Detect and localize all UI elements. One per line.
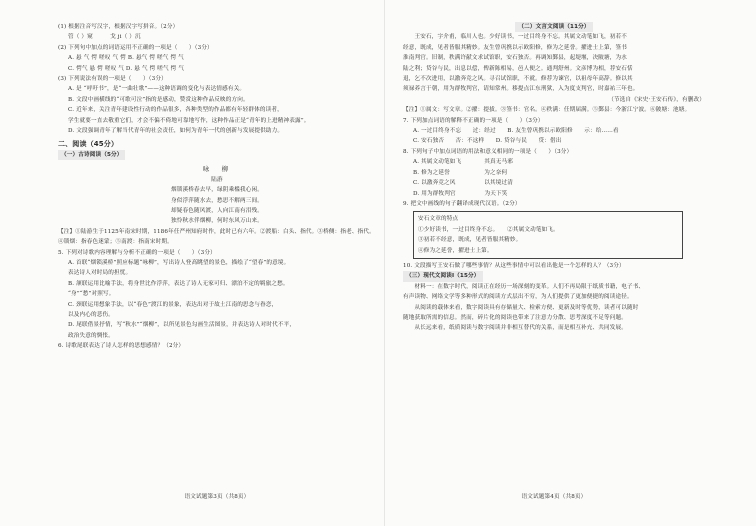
question-8: 8. 下列句子中加点词语的用法和意义相同的一项是（ ）（3分）: [403, 148, 573, 155]
option-line: “身”“愁”对照写。: [68, 291, 115, 298]
text-line: (1) 根据注音写汉字，根据汉字写拼音。（2分）: [58, 24, 179, 30]
left-page: [58, 22, 376, 502]
option-line: A. 其属文动笔如飞 其真无马邪: [413, 159, 513, 166]
option-line: C. 愕气 悬 愕 嗟叹 气 D. 悬 气 愕 嗟气 愕 气: [68, 65, 185, 72]
box-line: ④修为之延誉，擢进士上第。: [418, 247, 493, 254]
passage-line: 须禄养言于朝，用为群牧判官，请知常州。移提点江东刑狱，入为度支判官，时嘉祐三年也。: [403, 86, 639, 93]
box-line: ③初若不经意，既成，见者皆服其精妙。: [418, 237, 522, 244]
material-line: 从长远来看，纸质阅读与数字阅读并非相互替代的关系，而是相互补充、共同发展。: [403, 325, 628, 332]
page-footer: 语文试题第3页（共8页）: [184, 493, 250, 500]
option-line: A. 一过目终身不忘 过：经过 B. 友生曾巩携以示欧阳修 示：给……看: [413, 128, 619, 135]
question-3: (3) 下列说法有误的一项是（ ）（3分）: [58, 76, 167, 83]
passage-line: 经意，既成，见者皆服其精妙。友生曾巩携以示欧阳修，修为之延誉。擢进士上第，签书: [403, 44, 628, 51]
option-line: 以及内心的悲伤。: [68, 311, 114, 318]
poem-line: 身似浮萍随水去，愁思不解两三间。: [171, 197, 263, 204]
passage-line: 退，乞不次进用，以激奔竞之风。寻召试馆职，不就。修荐为谏官，以祖母年高辞。修以其: [403, 76, 633, 83]
option-line: 政治失意的惆怅。: [68, 332, 114, 339]
box-title: 安石文章的特点: [418, 216, 459, 223]
option-line: C. 近年来，关注青年建设性行动的作品很多，各种类型的作品都有年轻群体的读者，: [68, 107, 283, 114]
page-divider: [384, 0, 385, 526]
option-line: C. 以激奔竞之风 以其境过清: [413, 180, 513, 187]
text-line: 管（ ）窥 戈 ji（ ）沉: [68, 34, 141, 41]
option-line: C. 颈联运用想象手法，以“春色”渡江的景象，表达出对于故土江南的思念与眷恋，: [68, 301, 278, 308]
poem-title: 咏 柳: [202, 165, 232, 174]
question-7: 7. 下列加点词语的解释不正确的一项是（ ）（3分）: [403, 117, 544, 124]
passage-source: （节选自《宋史·王安石传》，有删改）: [599, 96, 705, 103]
page-footer: 语文试题第4页（共8页）: [521, 493, 587, 500]
answer-box: [413, 211, 683, 259]
box-line: ①少好读书，一过目终身不忘。 ②其属文动笔如飞。: [418, 226, 559, 233]
subsection-title: （二）文言文阅读（11分）: [515, 22, 592, 32]
passage-line: 淮南判官。旧制，秩满许献文求试馆职，安石独否。再调知鄞县，起堤堰，决陂塘，为水: [403, 55, 628, 62]
option-line: D. 文段强调青年了解当代青年的社会责任，如何为青年一代的创新与发展提供助力。: [68, 128, 284, 135]
material-line: 有声读物、网络文学等多种形式的阅读方式层出不穷，为人们提供了更加便捷的阅读途径。: [403, 294, 633, 301]
right-page: [403, 22, 705, 502]
question-6: 6. 诗歌尾联表达了诗人怎样的思想感情？（2分）: [58, 343, 185, 350]
passage-line: 王安石，字介甫，临川人也。少好读书，一过目终身不忘。其属文动笔如飞，初若不: [403, 34, 628, 41]
question-5: 5. 下列对诗歌内容理解与分析不正确的一项是（ ）（3分）: [58, 249, 216, 256]
material-line: 材料一：在数字时代，阅读正在经历一场深刻的变革。人们不再局限于纸质书籍，电子书、: [403, 283, 645, 290]
section-title: 二、阅读（45分）: [58, 140, 119, 149]
question-2: (2) 下列句中加点的词语运用不正确的一项是（ ）（3分）: [58, 44, 213, 51]
option-line: C. 安石独否 否：不这样 D. 贷谷与民 贷：借出: [413, 138, 562, 145]
option-line: D. 尾联借景抒情，写“秋水”“烟柳”，以所见景色勾画生活图景，并表达诗人对时代不平，: [68, 322, 296, 329]
option-line: D. 用为群牧判官 为天下笑: [413, 190, 508, 197]
option-line: A. 首联“烟锁溪桥”照应标题“咏柳”，写出诗人登高眺望的景色，描绘了“望春”的意境。: [68, 259, 290, 266]
option-line: B. 文段中画横线的“可歌可泣”指的是感动，赞赏这种作品反映的方向。: [68, 96, 249, 103]
option-line: B. 修为之延誉 为之奈何: [413, 169, 508, 176]
option-line: 学生就要一直去敬重它们，才会不偏不倚地可靠地写作，这种作品正是“青年的上进精神表露”。: [68, 117, 310, 124]
material-line: 随地获取所需的信息。然而，碎片化的阅读也带来了注意力分散、思考深度不足等问题。: [403, 314, 628, 321]
subsection-title: （三）现代文阅读Ⅰ（15分）: [403, 271, 483, 281]
question-9: 9. 把文中画线的句子翻译成现代汉语。（2分）: [403, 200, 521, 207]
poem-line: 却疑春色随风渡，人向江南有泪残。: [171, 207, 263, 214]
material-line: 从阅读的载体来看，数字阅读具有存储量大、检索方便、更新及时等优势，读者可以随时: [403, 304, 639, 311]
question-10: 10. 文段描写王安石做了哪些事情？从这些事情中可以看出他是一个怎样的人？（3分）: [403, 262, 625, 269]
option-line: B. 颔联运用比喻手法，将身世比作浮萍，表达了诗人无家可归、漂泊不定的羁旅之愁。: [68, 280, 289, 287]
subsection-title: （一）古诗阅读（5分）: [58, 150, 125, 160]
option-line: A. 是 “呼吁书”，是“一曲壮歌”——这种语调的变化与表达情感有关。: [68, 86, 246, 93]
poem-line: 独怜秋水伴烟柳，何时东风万山来。: [171, 218, 263, 225]
passage-line: 陆之利；贷谷与民，出息以偿，俾新陈相易，邑人便之。通判舒州。文彦博为相，荐安石恬: [403, 65, 633, 72]
option-line: 表达诗人对时局的担忧。: [68, 270, 132, 277]
poem-note: 【注】①陆游生于1125年南宋时期，1186年任严州知府时作，此时已有六年。②渡船：白头、指代。③桥侧：指老、指代。④锁烟：指春色迷蒙；⑤南渡：指南宋时期。: [58, 228, 375, 246]
option-line: A. 悬 气 愕 嗟叹 气 愕 B. 悬气 愕 嗟气 愕 气: [68, 55, 184, 62]
passage-note: 【注】①属文：写文章。②擢：提拔。③签书：官名。④秩满：任期届满。⑤鄞县：今浙江宁波。⑥陂塘：池塘。: [403, 107, 691, 114]
poem-line: 烟锁溪桥春去早，绿阴乘槛我心闲。: [171, 187, 263, 194]
poem-author: 陆游: [211, 176, 223, 183]
